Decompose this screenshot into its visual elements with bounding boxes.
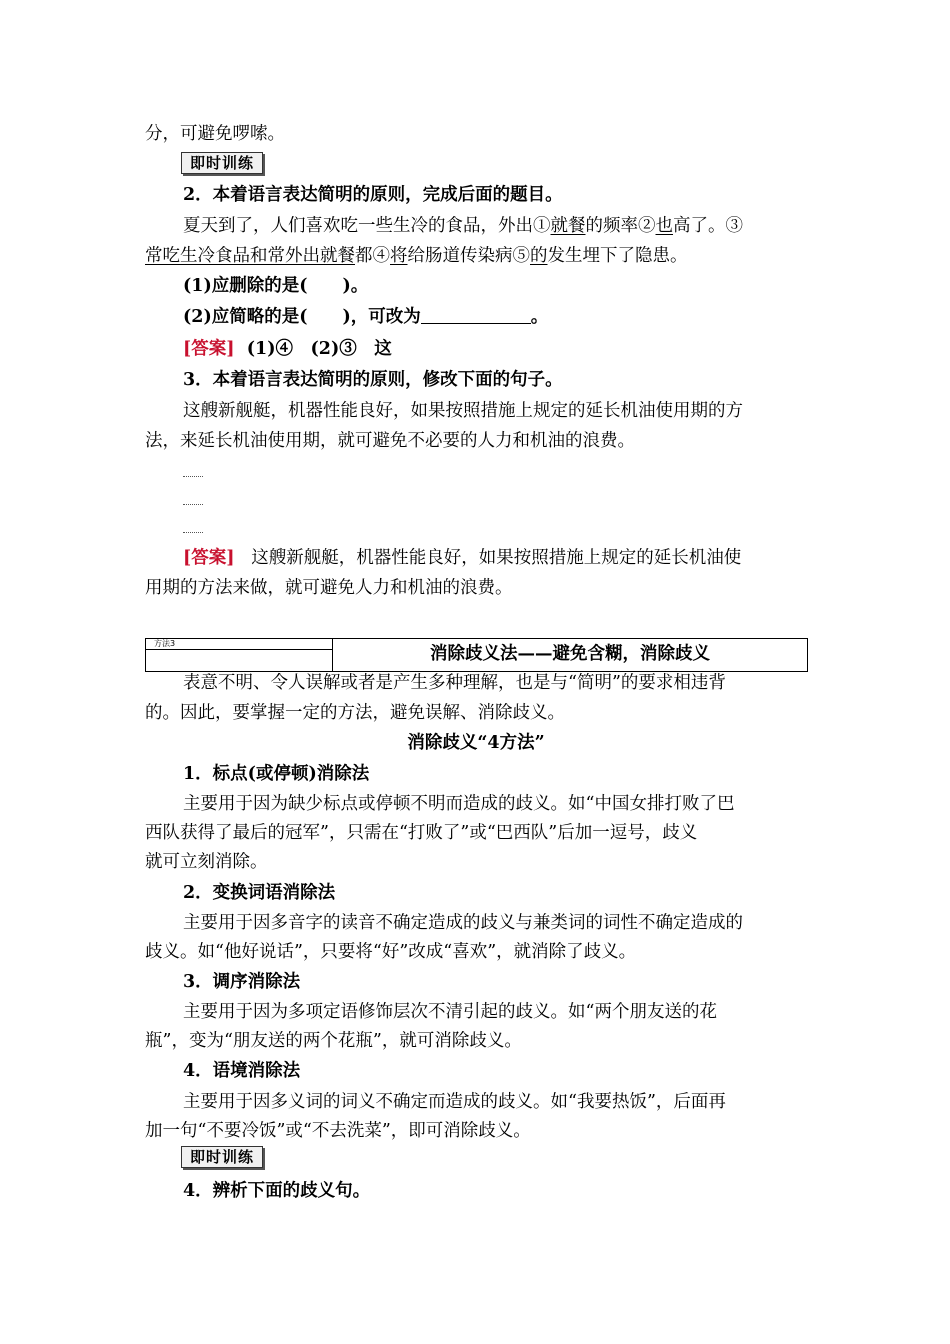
text-line: 分，可避免啰嗦。	[145, 124, 285, 144]
practice-badge: 即时训练	[181, 1146, 263, 1168]
question-3: 3．本着语言表达简明的原则，修改下面的句子。	[183, 370, 563, 390]
question-2: 2．本着语言表达简明的原则，完成后面的题目。	[183, 185, 563, 205]
paragraph-4: 主要用于因多义词的词义不确定而造成的歧义。如“我要热饭”，后面再	[183, 1092, 726, 1112]
answer-3: [答案] 这艘新舰艇，机器性能良好，如果按照措施上规定的延长机油使	[183, 548, 742, 568]
answer-blank	[421, 305, 531, 324]
method-tag: 方法3	[146, 639, 333, 650]
subheading-2: 2．变换词语消除法	[183, 883, 336, 903]
question-3-passage-cont: 法，来延长机油使用期，就可避免不必要的人力和机油的浪费。	[145, 431, 635, 451]
paragraph-3-cont: 瓶”，变为“朋友送的两个花瓶”，就可消除歧义。	[145, 1031, 522, 1051]
subheading-1: 1．标点(或停顿)消除法	[183, 764, 370, 784]
question-4: 4．辨析下面的歧义句。	[183, 1181, 371, 1201]
answer-label: [答案]	[183, 548, 235, 568]
method-intro-cont: 的。因此，要掌握一定的方法，避免误解、消除歧义。	[145, 703, 565, 723]
paragraph-1-cont: 西队获得了最后的冠军”，只需在“打败了”或“巴西队”后加一逗号，歧义	[145, 823, 698, 843]
answer-line	[183, 532, 203, 533]
subheading-4: 4．语境消除法	[183, 1061, 301, 1081]
paragraph-2: 主要用于因多音字的读音不确定造成的歧义与兼类词的词性不确定造成的	[183, 913, 743, 933]
question-2-part-1: (1)应删除的是( )。	[183, 276, 369, 296]
answer-line	[183, 504, 203, 505]
paragraph-3: 主要用于因为多项定语修饰层次不清引起的歧义。如“两个朋友送的花	[183, 1002, 717, 1022]
answer-3-cont: 用期的方法来做，就可避免人力和机油的浪费。	[145, 578, 513, 598]
paragraph-1-end: 就可立刻消除。	[145, 852, 268, 872]
method-heading: 消除歧义“4方法”	[407, 733, 545, 753]
method-title: 消除歧义法——避免含糊，消除歧义	[332, 639, 807, 671]
answer-line	[183, 476, 203, 477]
method-box	[145, 638, 808, 672]
answer-label: [答案]	[183, 339, 235, 359]
paragraph-1: 主要用于因为缺少标点或停顿不明而造成的歧义。如“中国女排打败了巴	[183, 794, 735, 814]
question-2-part-2: (2)应简略的是( )，可改为 。	[183, 307, 549, 327]
paragraph-2-cont: 歧义。如“他好说话”，只要将“好”改成“喜欢”，就消除了歧义。	[145, 942, 637, 962]
question-2-passage-cont: 常吃生冷食品和常外出就餐都④将给肠道传染病⑤的发生埋下了隐患。	[145, 246, 688, 266]
answer-2: [答案] (1)④ (2)③ 这	[183, 339, 392, 359]
question-3-passage: 这艘新舰艇，机器性能良好，如果按照措施上规定的延长机油使用期的方	[183, 401, 743, 421]
paragraph-4-cont: 加一句“不要冷饭”或“不去洗菜”，即可消除歧义。	[145, 1121, 531, 1141]
question-2-passage: 夏天到了，人们喜欢吃一些生冷的食品，外出①就餐的频率②也高了。③	[183, 216, 743, 236]
practice-badge: 即时训练	[181, 152, 263, 174]
method-intro: 表意不明、令人误解或者是产生多种理解，也是与“简明”的要求相违背	[183, 673, 726, 693]
subheading-3: 3．调序消除法	[183, 972, 301, 992]
